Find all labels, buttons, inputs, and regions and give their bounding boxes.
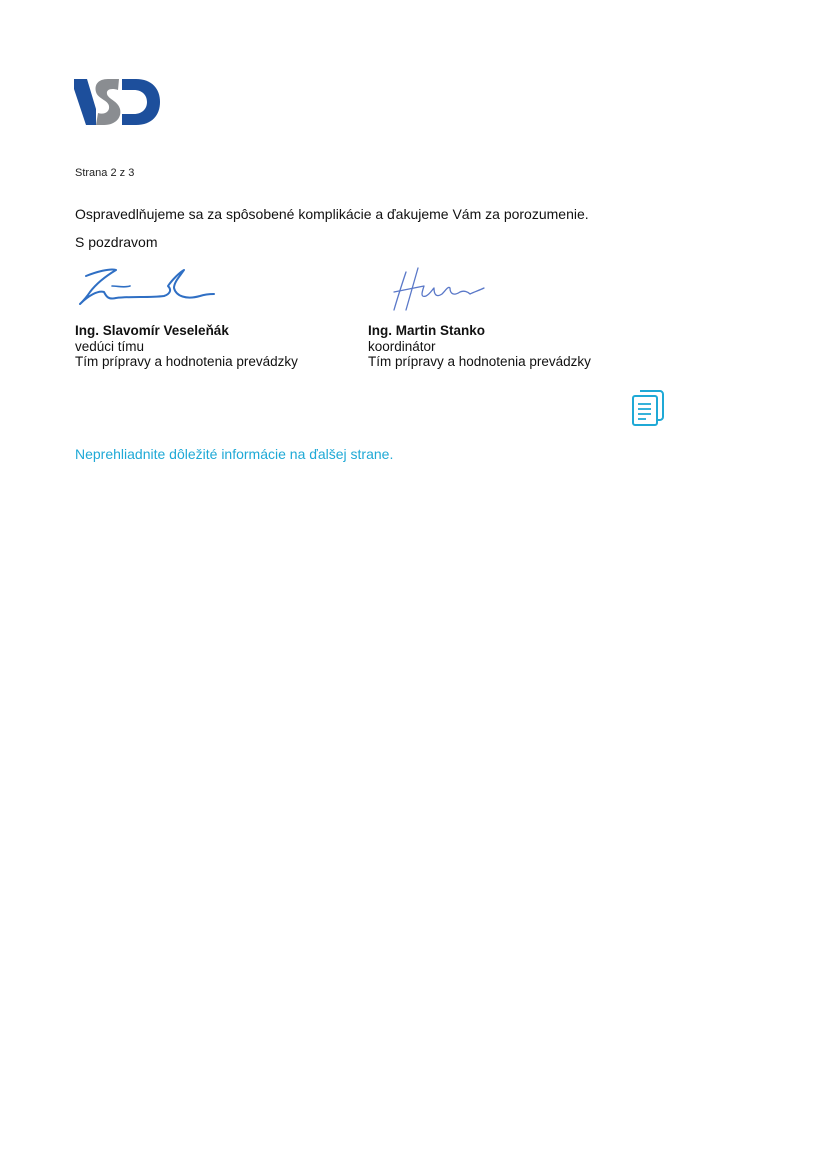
- signer-team: Tím prípravy a hodnotenia prevádzky: [368, 354, 591, 369]
- signer-left: [75, 323, 298, 370]
- next-page-notice: Neprehliadnite dôležité informácie na ďalšej strane.: [75, 446, 394, 462]
- signer-name: Ing. Martin Stanko: [368, 323, 486, 338]
- signature-right: [388, 266, 486, 314]
- apology-paragraph: Ospravedlňujeme sa za spôsobené komplikácie a ďakujeme Vám za porozumenie.: [75, 206, 589, 222]
- signer-role: koordinátor: [368, 338, 436, 354]
- signature-left: [76, 262, 216, 308]
- document-copy-icon: [632, 390, 664, 426]
- greeting: S pozdravom: [75, 234, 158, 250]
- signer-right: [368, 323, 591, 370]
- signer-team: Tím prípravy a hodnotenia prevádzky: [75, 354, 298, 369]
- vsd-logo: [74, 79, 160, 125]
- signer-name: Ing. Slavomír Veseleňák: [75, 323, 229, 338]
- signer-role: vedúci tímu: [75, 338, 145, 354]
- page-number: Strana 2 z 3: [75, 167, 135, 179]
